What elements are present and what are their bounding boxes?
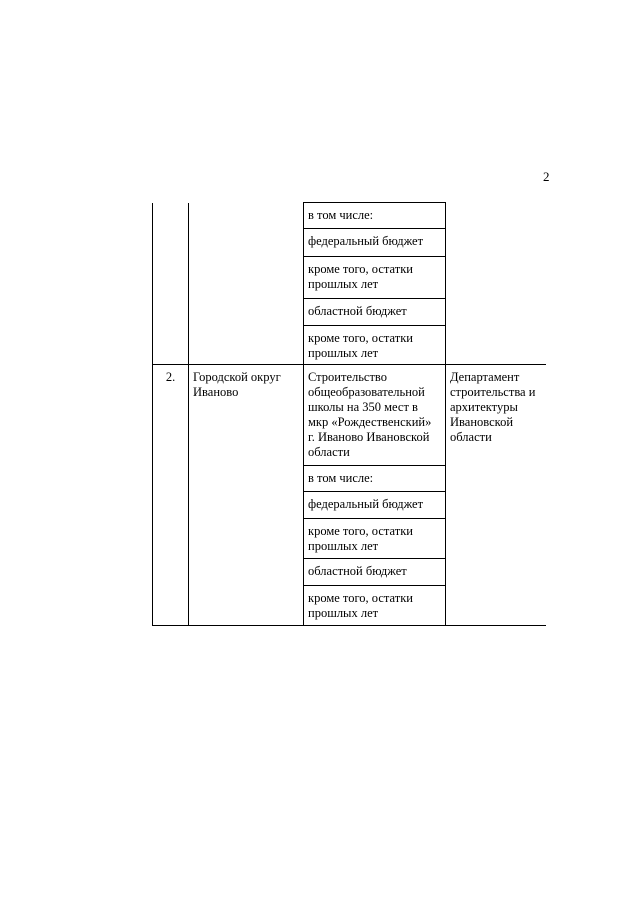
row-number-cell <box>153 203 189 365</box>
object-name-cell: Строительство общеобразовательной школы на 350 мест в мкр «Рождественский» г. Иваново Ивановской области <box>304 365 446 466</box>
funding-item-cell: кроме того, остатки прошлых лет <box>304 326 446 365</box>
funding-item-cell: кроме того, остатки прошлых лет <box>304 519 446 559</box>
department-cell <box>446 203 546 365</box>
page-number: 2 <box>543 169 550 184</box>
municipality-cell <box>189 203 304 365</box>
funding-item-cell: в том числе: <box>304 203 446 229</box>
funding-item-cell: кроме того, остатки прошлых лет <box>304 257 446 299</box>
funding-item-cell: областной бюджет <box>304 559 446 586</box>
table-row <box>153 365 546 466</box>
row-number-cell: 2. <box>153 365 189 626</box>
funding-item-cell: кроме того, остатки прошлых лет <box>304 586 446 626</box>
funding-item-cell: областной бюджет <box>304 299 446 326</box>
funding-item-cell: федеральный бюджет <box>304 492 446 519</box>
department-cell: Департамент строительства и архитектуры Ивановской области <box>446 365 546 626</box>
table-row <box>153 203 546 229</box>
funding-item-cell: федеральный бюджет <box>304 229 446 257</box>
funding-table <box>152 202 546 626</box>
funding-item-cell: в том числе: <box>304 466 446 492</box>
municipality-cell: Городской округ Иваново <box>189 365 304 626</box>
